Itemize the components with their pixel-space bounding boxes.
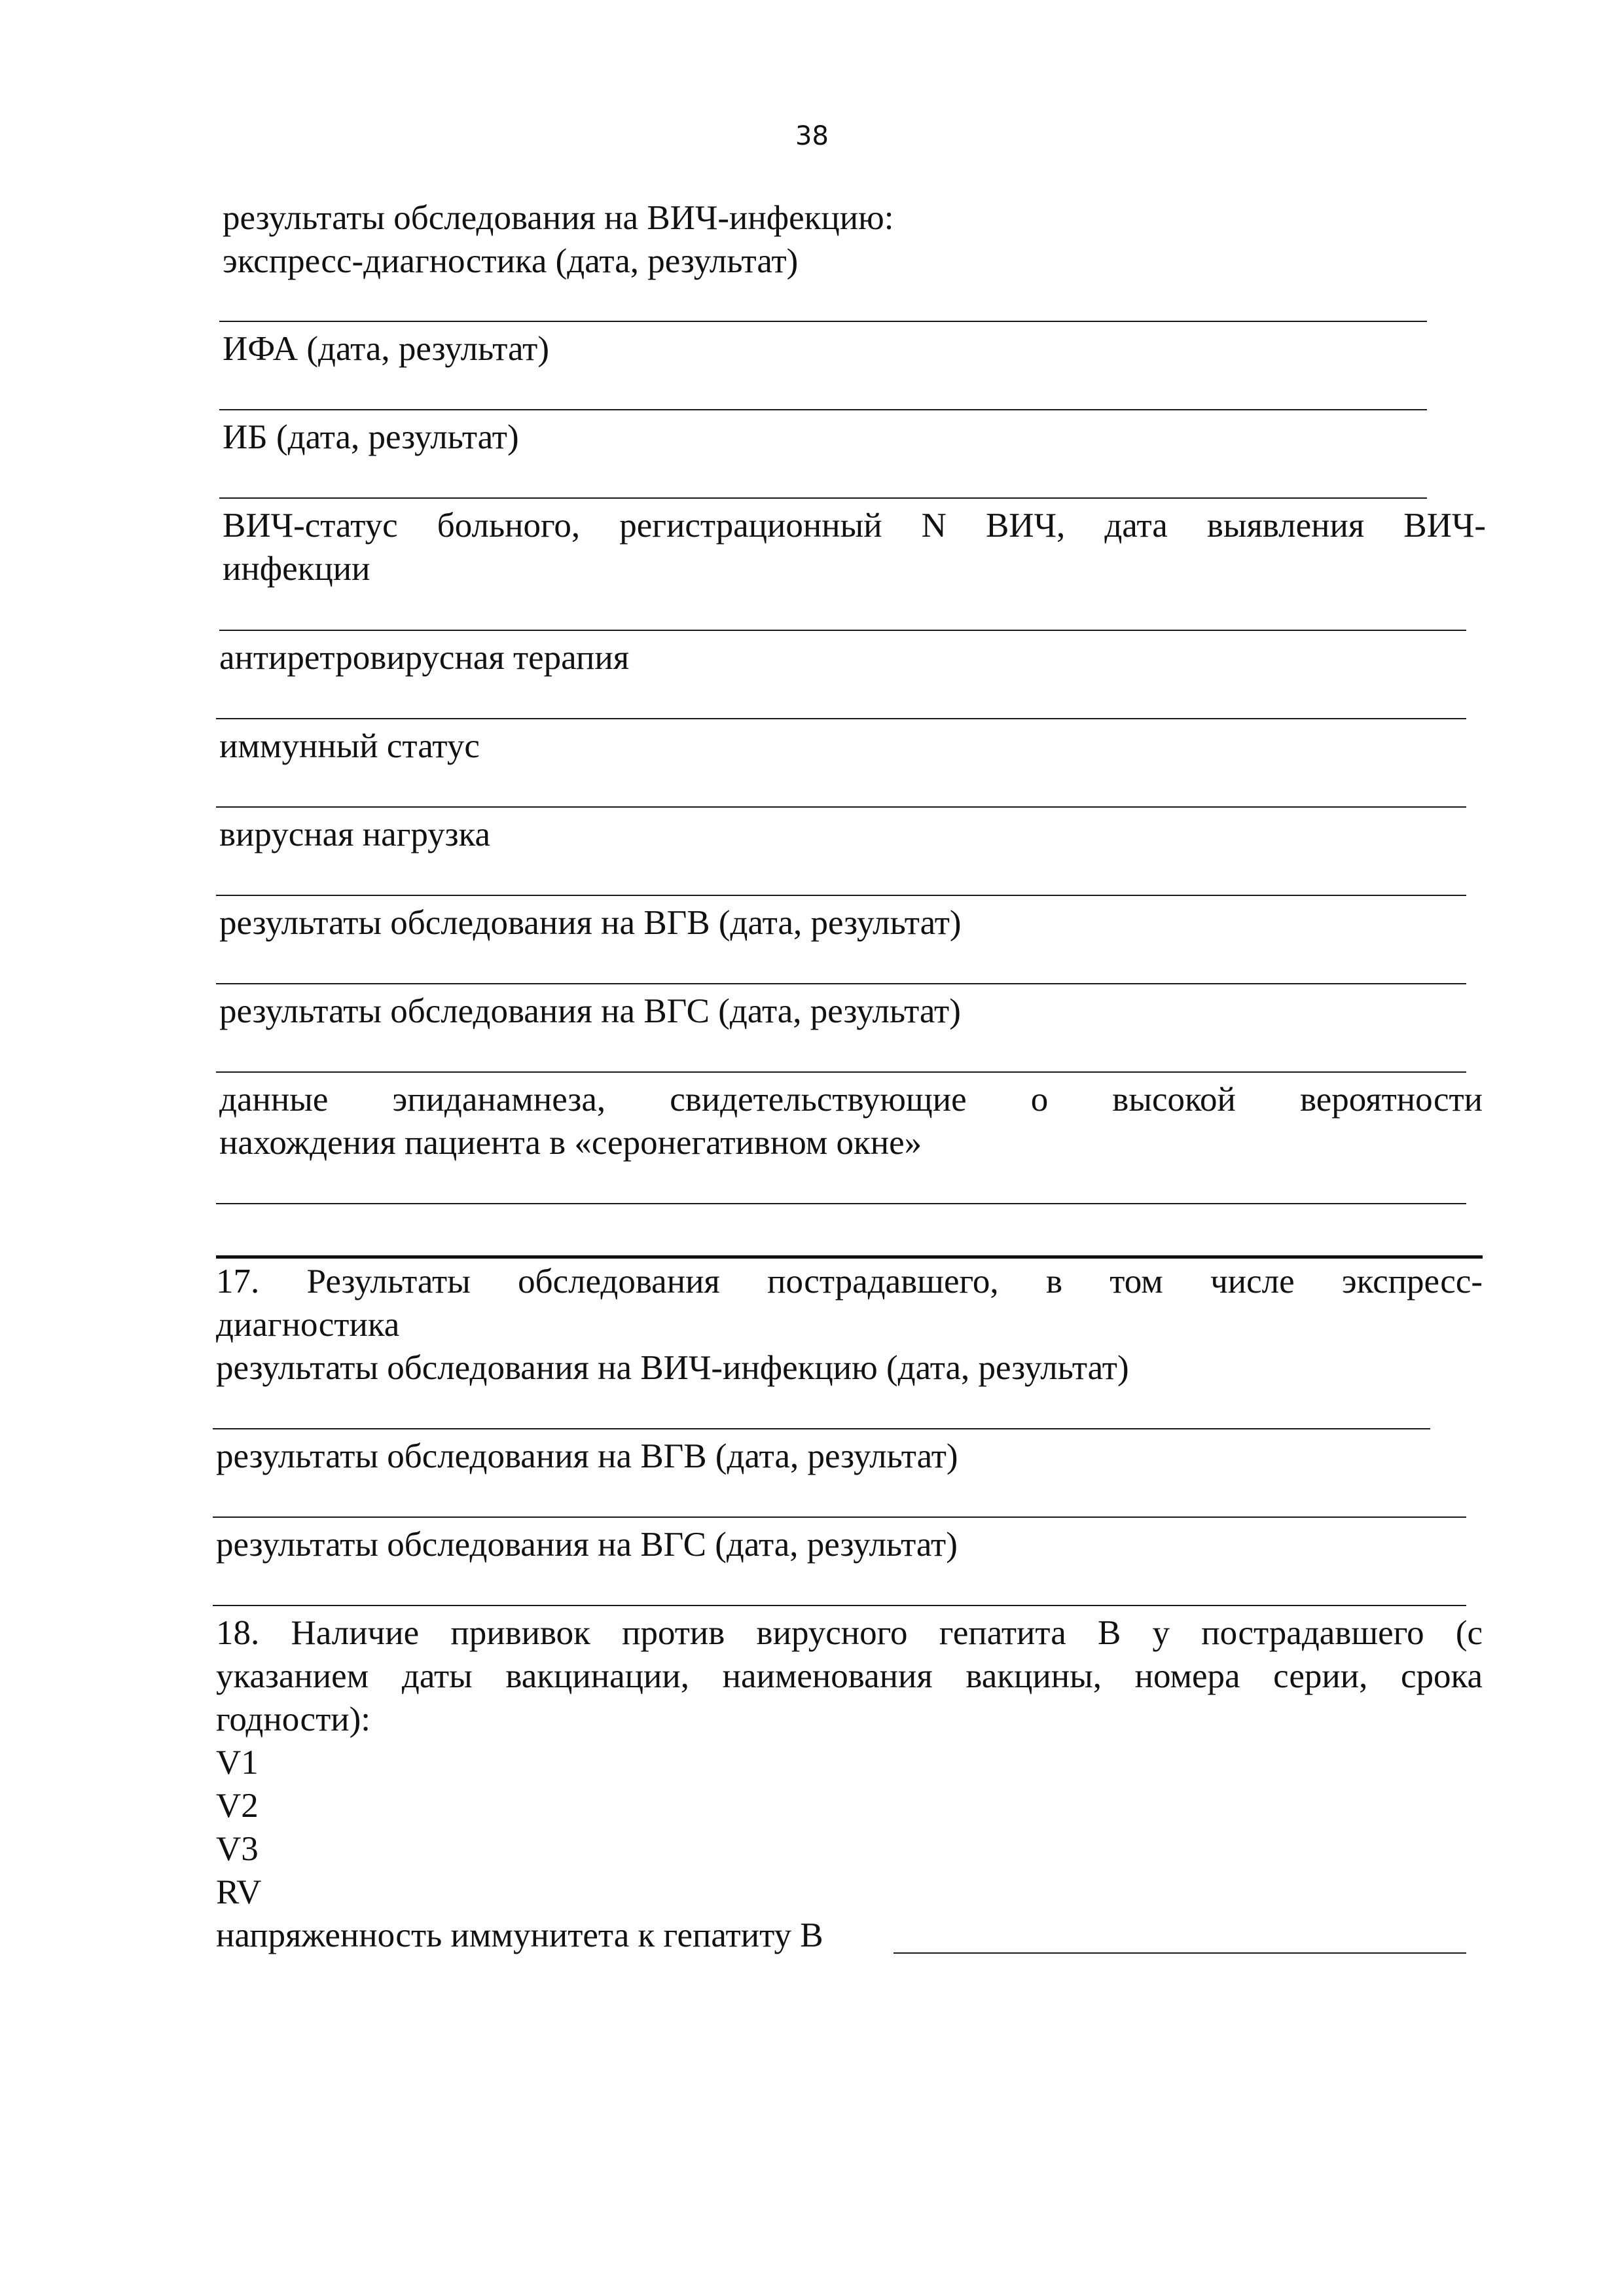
- hcv-results-line: [216, 1071, 1466, 1073]
- section-17-heading-line1: 17. Результаты обследования пострадавшего, в том числе экспресс-: [216, 1263, 1483, 1300]
- vaccine-dose-v3: V3: [216, 1830, 259, 1868]
- hcv-results-label: результаты обследования на ВГС (дата, результат): [219, 992, 961, 1030]
- vaccine-dose-rv: RV: [216, 1873, 262, 1911]
- express-diagnostics-label: экспресс-диагностика (дата, результат): [223, 242, 799, 280]
- hiv-results-title: результаты обследования на ВИЧ-инфекцию:: [223, 199, 894, 237]
- vaccine-dose-v2: V2: [216, 1787, 259, 1825]
- hiv-status-line2: инфекции: [223, 550, 370, 588]
- section-17-divider: [216, 1255, 1483, 1259]
- victim-hiv-results-label: результаты обследования на ВИЧ-инфекцию (дата, результат): [216, 1349, 1129, 1387]
- victim-hbv-results-line: [213, 1516, 1466, 1518]
- section-17-heading-line2: диагностика: [216, 1306, 400, 1344]
- hbv-results-line: [216, 983, 1466, 984]
- vaccine-dose-v1: V1: [216, 1744, 259, 1782]
- victim-hbv-results-label: результаты обследования на ВГВ (дата, результат): [216, 1437, 958, 1475]
- art-label: антиретровирусная терапия: [219, 639, 630, 677]
- hepatitis-b-immunity-line: [893, 1952, 1466, 1954]
- victim-hiv-results-line: [213, 1428, 1430, 1429]
- epid-anamnesis-line: [216, 1203, 1466, 1204]
- hepatitis-b-immunity-label: напряженность иммунитета к гепатиту В: [216, 1916, 823, 1954]
- section-18-heading-line2: указанием даты вакцинации, наименования вакцины, номера серии, срока: [216, 1657, 1483, 1695]
- page-number: 38: [795, 121, 829, 151]
- hiv-status-line: [219, 630, 1466, 631]
- ib-line: [219, 497, 1427, 499]
- immune-status-label: иммунный статус: [219, 727, 480, 765]
- art-line: [216, 718, 1466, 719]
- viral-load-label: вирусная нагрузка: [219, 816, 491, 853]
- section-18-heading-line3: годности):: [216, 1700, 370, 1738]
- ifa-label: ИФА (дата, результат): [223, 330, 549, 368]
- victim-hcv-results-label: результаты обследования на ВГС (дата, результат): [216, 1526, 958, 1564]
- hbv-results-label: результаты обследования на ВГВ (дата, результат): [219, 904, 962, 942]
- viral-load-line: [216, 895, 1466, 896]
- express-diagnostics-line: [219, 321, 1427, 322]
- epid-anamnesis-line1: данные эпиданамнеза, свидетельствующие о высокой вероятности: [219, 1081, 1483, 1119]
- victim-hcv-results-line: [213, 1605, 1466, 1606]
- epid-anamnesis-line2: нахождения пациента в «серонегативном окне»: [219, 1124, 922, 1162]
- hiv-status-line1: ВИЧ-статус больного, регистрационный N ВИЧ, дата выявления ВИЧ-: [223, 507, 1486, 545]
- section-18-heading-line1: 18. Наличие прививок против вирусного гепатита В у пострадавшего (с: [216, 1614, 1483, 1652]
- immune-status-line: [216, 806, 1466, 808]
- ib-label: ИБ (дата, результат): [223, 418, 519, 456]
- ifa-line: [219, 409, 1427, 410]
